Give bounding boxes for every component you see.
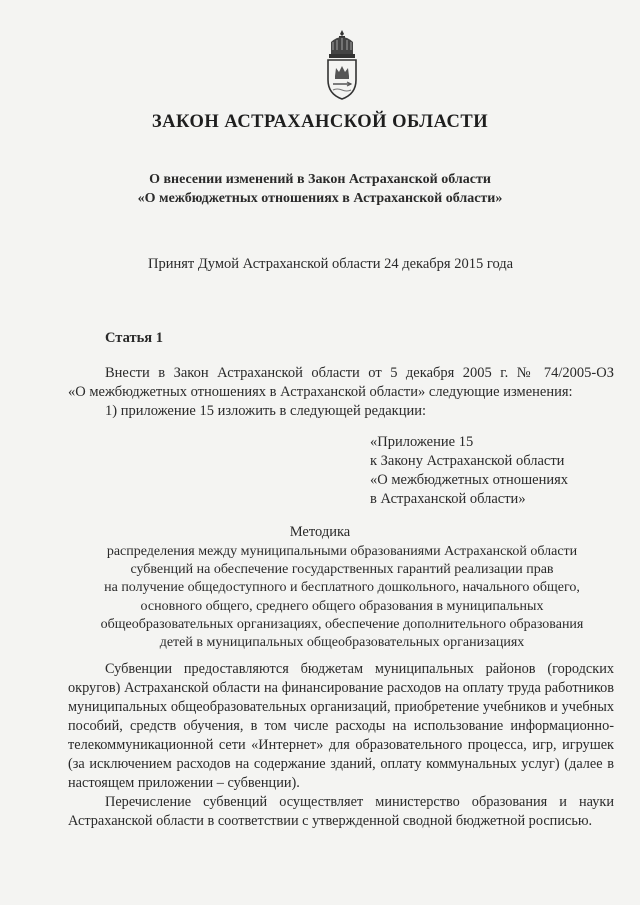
coat-of-arms-icon	[321, 28, 363, 102]
appendix-line: в Астраханской области»	[370, 491, 526, 507]
article-line: 1) приложение 15 изложить в следующей редакции:	[105, 403, 427, 419]
appendix-line: «Приложение 15	[370, 434, 474, 450]
method-description	[62, 543, 622, 652]
appendix-reference	[370, 433, 568, 509]
method-line: на получение общедоступного и бесплатного дошкольного, начального общего,	[104, 580, 580, 596]
article-body	[68, 364, 614, 421]
method-line: субвенций на обеспечение государственных гарантий реализации прав	[130, 562, 554, 578]
article-line: Внести в Закон Астраханской области от 5 декабря 2005 г. № 74/2005-ОЗ	[105, 365, 614, 381]
method-line: распределения между муниципальными образованиями Астраханской области	[106, 544, 578, 559]
article-heading: Статья 1	[105, 330, 163, 346]
method-line: основного общего, среднего общего образования в муниципальных	[140, 598, 544, 614]
method-line: детей в муниципальных общеобразовательных организациях	[159, 635, 525, 651]
subtitle-line: «О межбюджетных отношениях в Астраханской области»	[137, 191, 503, 206]
appendix-line: к Закону Астраханской области	[370, 453, 565, 469]
law-subtitle	[0, 170, 640, 208]
law-title: ЗАКОН АСТРАХАНСКОЙ ОБЛАСТИ	[151, 112, 489, 132]
adoption-note: Принят Думой Астраханской области 24 декабря 2015 года	[148, 256, 514, 272]
method-line: общеобразовательных организациях, обеспечение дополнительного образования	[100, 616, 584, 632]
subtitle-line: О внесении изменений в Закон Астраханской области	[149, 172, 491, 187]
paragraph-subventions: Субвенции предоставляются бюджетам муниципальных районов (городских округов) Астраханской области на финансирование расходов на оплату труда работников муниципальных общеобразовательных организаций, приобретение учебников и учебных пособий, средств обучения, в том числе расходы на использование информационно-телекоммуникационной сети «Интернет» для образовательного процесса, игр, игрушек (за исключением расходов на содержание зданий, оплату коммунальных услуг) (далее в настоящем приложении – субвенции).	[68, 661, 614, 791]
paragraph-transfer: Перечисление субвенций осуществляет министерство образования и науки Астраханской области в соответствии с утвержденной сводной бюджетной росписью.	[68, 794, 614, 829]
appendix-line: «О межбюджетных отношениях	[370, 472, 569, 488]
method-title: Методика	[289, 524, 351, 540]
article-line: «О межбюджетных отношениях в Астраханской области» следующие изменения:	[68, 384, 573, 400]
